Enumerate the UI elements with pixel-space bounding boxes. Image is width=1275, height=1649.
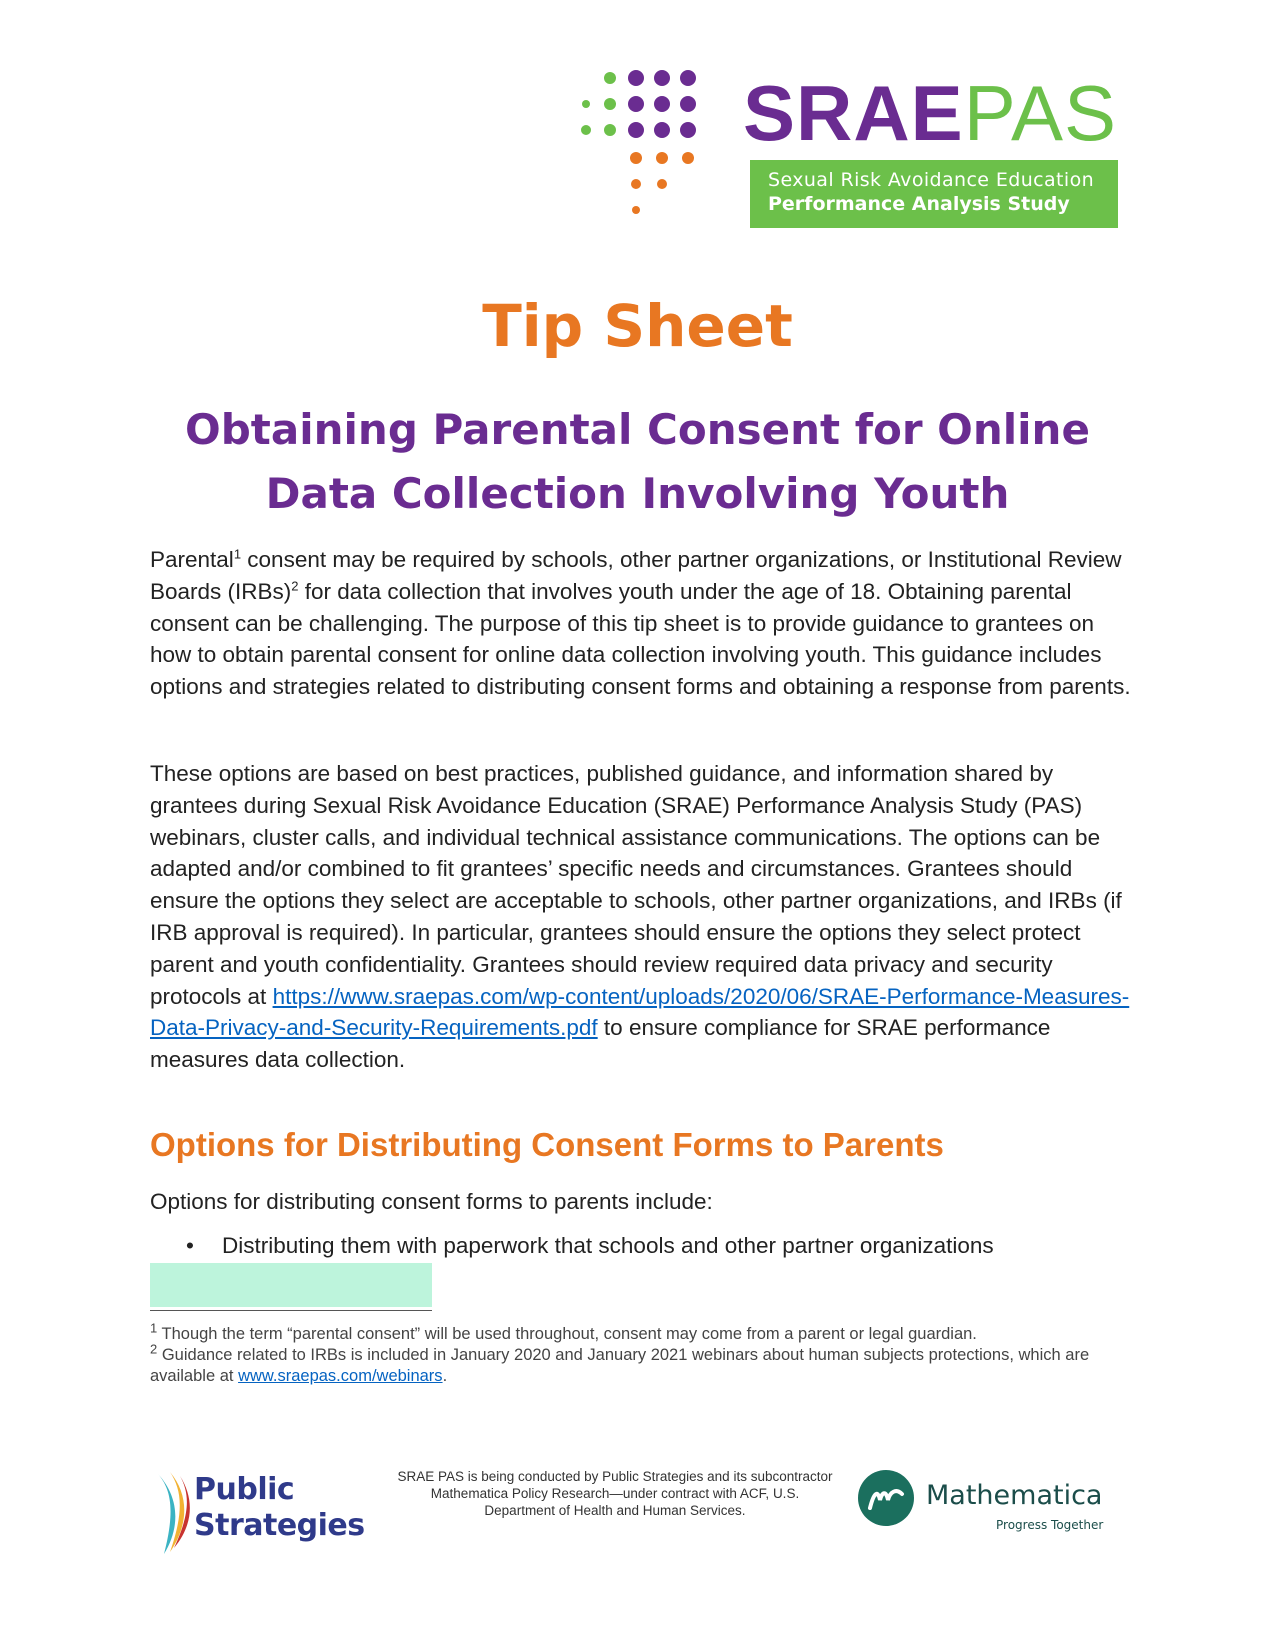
footnote-2: [150, 1341, 1140, 1387]
mathematica-wordmark: Mathematica: [926, 1480, 1103, 1511]
ps-line1: Public: [194, 1472, 295, 1507]
logo-word-srae: SRAE: [743, 69, 964, 157]
highlight-region: [150, 1263, 432, 1307]
list-item: [150, 1230, 1140, 1262]
mathematica-tagline: Progress Together: [996, 1518, 1104, 1532]
logo-banner-line2: Performance Analysis Study: [768, 193, 1070, 215]
mathematica-logo: [858, 1470, 1138, 1540]
footnote-1: [150, 1320, 1140, 1345]
footer-note: SRAE PAS is being conducted by Public Strategies and its subcontractor Mathematica Policy Research—under contract with ACF, U.S. Department of Health and Human Services.: [397, 1469, 833, 1518]
tip-sheet-title: Tip Sheet: [482, 292, 793, 360]
footnote-divider: [150, 1310, 432, 1311]
distribution-options-list: [150, 1230, 1140, 1262]
webinars-link[interactable]: www.sraepas.com/webinars: [238, 1367, 443, 1385]
footnote-1-number: 1: [150, 1320, 158, 1336]
list-item-text: Distributing them with paperwork that schools and other partner organizations: [222, 1233, 994, 1258]
footnote-ref-2[interactable]: 2: [291, 578, 299, 594]
intro-text-c: for data collection that involves youth under the age of 18. Obtaining parental consent can be challenging. The purpose of this tip sheet is to provide guidance to grantees on how to obtain parental consent for online data collection involving youth. This guidance includes options and strategies related to distributing consent forms and obtaining a response from parents.: [150, 578, 1131, 700]
intro-paragraph: [150, 544, 1140, 703]
intro-text-b: consent may be required by schools, other partner organizations, or Institutional Review Boards (IRBs): [150, 547, 1122, 604]
options-paragraph: [150, 758, 1140, 1076]
footnote-2-number: 2: [150, 1341, 158, 1357]
options-text-b: to ensure compliance for SRAE performance measures data collection.: [150, 1015, 1051, 1073]
sraepas-dots-graphic: [578, 70, 738, 230]
logo-banner: [750, 160, 1118, 228]
public-strategies-wordmark: [194, 1472, 365, 1544]
section-heading: Options for Distributing Consent Forms to Parents: [150, 1126, 944, 1163]
footnote-2-text: Guidance related to IRBs is included in January 2020 and January 2021 webinars about human subjects protections, which are available at: [150, 1346, 1090, 1385]
sraepas-logo: [578, 70, 1118, 230]
mathematica-m-icon: [858, 1470, 914, 1526]
ps-line2: Strategies: [194, 1508, 365, 1543]
privacy-requirements-link[interactable]: https://www.sraepas.com/wp-content/uploads/2020/06/SRAE-Performance-Measures-Data-Privacy-and-Security-Requirements.pdf: [150, 983, 1130, 1041]
footnote-1-text: Though the term “parental consent” will be used throughout, consent may come from a parent or legal guardian.: [157, 1325, 977, 1343]
logo-wordmark: [743, 69, 1118, 157]
footnotes: [150, 1320, 1140, 1387]
options-text-a: These options are based on best practices, published guidance, and information shared by grantees during Sexual Risk Avoidance Education (SRAE) Performance Analysis Study (PAS) webinars, cluster calls, and individual technical assistance communications. The options can be adapted and/or combined to fit grantees’ specific needs and circumstances. Grantees should ensure the options they select are acceptable to schools, other partner organizations, and IRBs (if IRB approval is required). In particular, grantees should ensure the options they select protect parent and youth confidentiality. Grantees should review required data privacy and security protocols at: [150, 761, 1122, 1009]
document-title-line2: Data Collection Involving Youth: [265, 469, 1010, 518]
document-title-line1: Obtaining Parental Consent for Online: [185, 405, 1090, 454]
footnote-2-end: .: [442, 1367, 448, 1385]
document-title: [100, 398, 1175, 526]
intro-text-a: Parental: [150, 547, 234, 572]
public-strategies-logo: [150, 1468, 365, 1560]
logo-word-pas: PAS: [963, 69, 1118, 157]
logo-banner-line1: Sexual Risk Avoidance Education: [768, 169, 1095, 191]
public-strategies-swoosh-icon: [150, 1468, 194, 1560]
options-intro: Options for distributing consent forms to parents include:: [150, 1189, 713, 1214]
bullet-marker: •: [186, 1233, 194, 1258]
footnote-ref-1[interactable]: 1: [233, 546, 242, 562]
